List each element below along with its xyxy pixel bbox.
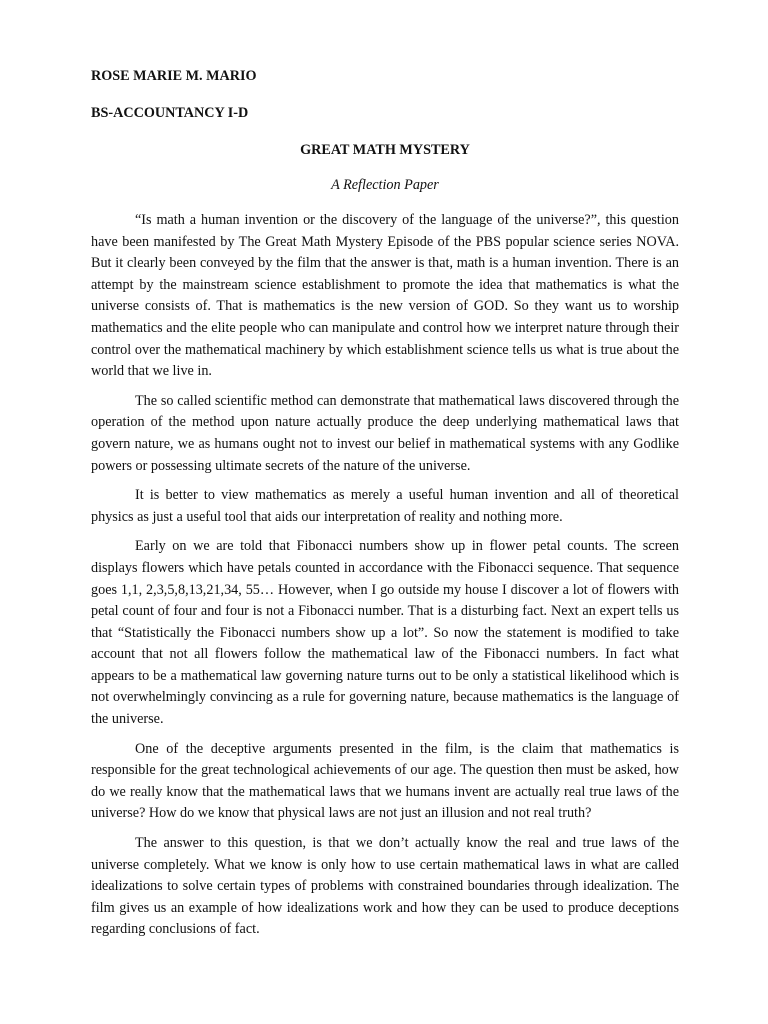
paragraph-6: The answer to this question, is that we don’t actually know the real and true laws of the universe completely. What we know is only how to use certain mathematical laws in what are called idealizations to solve certain types of problems with constrained boundaries through idealization. The film gives us an example of how idealizations work and how they can be used to produce deceptions regarding conclusions of fact.: [91, 835, 679, 938]
paragraph-1: “Is math a human invention or the discovery of the language of the universe?”, this question have been manifested by The Great Math Mystery Episode of the PBS popular science series NOVA. But it clearly been conveyed by the film that the answer is that, math is a human invention. There is an attempt by the mainstream science establishment to promote the idea that mathematics is what the universe consists of. That is mathematics is the new version of GOD. So they want us to worship mathematics and the elite people who can manipulate and control how we interpret nature through their control over the mathematical machinery by which establishment science tells us what is true about the world that we live in.: [91, 212, 679, 380]
program-section: BS-ACCOUNTANCY I-D: [91, 105, 249, 121]
paragraph-2: The so called scientific method can demonstrate that mathematical laws discovered through the operation of the method upon nature actually produce the deep underlying mathematical laws that govern nature, we as humans ought not to invest our belief in mathematical systems with any Godlike powers or possessing ultimate secrets of the nature of the universe.: [91, 392, 679, 474]
paragraph-3: It is better to view mathematics as merely a useful human invention and all of theoretical physics as just a useful tool that aids our interpretation of reality and nothing more.: [91, 487, 679, 525]
document-title: GREAT MATH MYSTERY: [300, 142, 470, 158]
paragraph-5: One of the deceptive arguments presented in the film, is the claim that mathematics is responsible for the great technological achievements of our age. The question then must be asked, how do we really know that the mathematical laws that we humans invent are actually real true laws of the universe? How do we know that physical laws are not just an illusion and not real truth?: [91, 740, 679, 822]
document-body: [91, 66, 679, 941]
author-name: ROSE MARIE M. MARIO: [91, 68, 257, 84]
paragraph-4: Early on we are told that Fibonacci numbers show up in flower petal counts. The screen displays flowers which have petals counted in accordance with the Fibonacci sequence. That sequence goes 1,1, 2,3,5,8,13,21,34, 55… However, when I go outside my house I discover a lot of flowers with petal count of four and four is not a Fibonacci number. That is a disturbing fact. Next an expert tells us that “Statistically the Fibonacci numbers show up a lot”. So now the statement is modified to take account that not all flowers follow the mathematical law of the Fibonacci numbers. In fact what appears to be a mathematical law governing nature turns out to be only a statistical likelihood which is not overwhelmingly convincing as a rule for governing nature, because mathematics is the language of the universe.: [91, 538, 679, 728]
document-subtitle: A Reflection Paper: [331, 177, 439, 193]
